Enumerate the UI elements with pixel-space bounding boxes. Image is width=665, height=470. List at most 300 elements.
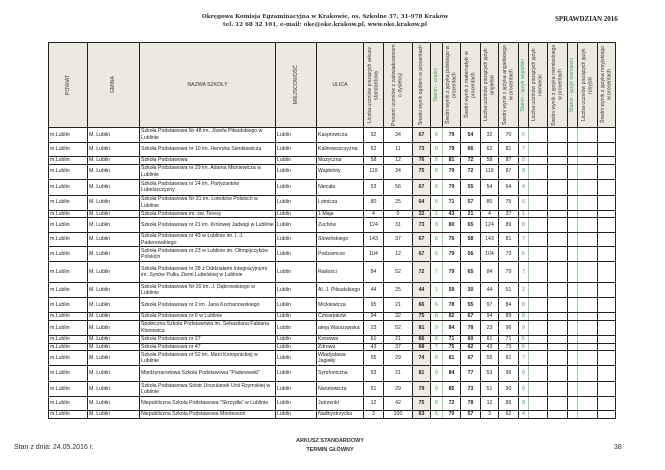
cell-gmina: M. Lublin: [88, 157, 140, 165]
table-row: [49, 218, 616, 233]
cell-stanin-german: [568, 247, 578, 262]
cell-street: Słowińskiego: [317, 233, 364, 247]
cell-english-avg: 81: [499, 351, 519, 366]
cell-gmina: M. Lublin: [88, 233, 140, 247]
cell-german-avg: [548, 411, 568, 419]
cell-gmina: M. Lublin: [88, 335, 140, 343]
cell-german-count: [529, 382, 548, 397]
cell-math-avg: 57: [461, 411, 481, 419]
cell-stanin-english: 7: [519, 233, 529, 247]
cell-math-avg: 56: [461, 247, 481, 262]
column-header-math-avg: [461, 43, 481, 128]
cell-locality: Lublin: [276, 366, 317, 382]
cell-school-name: Społeczna Szkoła Podstawowa im. Sebastiana Fabiana Klonowica: [140, 320, 276, 335]
cell-math-avg: 67: [461, 313, 481, 321]
column-header-students-count: [364, 43, 384, 128]
table-row: [49, 411, 616, 419]
cell-powiat: m.Lublin: [49, 366, 88, 382]
table-row: [49, 343, 616, 351]
cell-stanin-german: [568, 382, 578, 397]
cell-german-count: [529, 128, 548, 143]
cell-russian-count: [578, 382, 598, 397]
cell-students-count: 43: [364, 343, 384, 351]
cell-german-avg: [548, 218, 568, 233]
cell-polish-avg: 79: [443, 143, 461, 157]
cell-locality: Lublin: [276, 313, 317, 321]
cell-overall-avg: 32: [413, 210, 431, 218]
cell-stanin-overall: 6: [431, 128, 443, 143]
cell-stanin-english: 8: [519, 157, 529, 165]
cell-german-avg: [548, 351, 568, 366]
cell-russian-avg: [598, 262, 616, 283]
cell-stanin-german: [568, 313, 578, 321]
cell-english-avg: 90: [499, 382, 519, 397]
cell-english-avg: 87: [499, 164, 519, 179]
cell-dyslexia-percent: 21: [384, 298, 413, 313]
cell-stanin-overall: 8: [431, 164, 443, 179]
cell-german-avg: [548, 143, 568, 157]
cell-math-avg: 21: [461, 210, 481, 218]
cell-students-count: 143: [364, 233, 384, 247]
cell-german-avg: [548, 320, 568, 335]
cell-german-avg: [548, 397, 568, 411]
cell-math-avg: 72: [461, 164, 481, 179]
cell-stanin-english: 7: [519, 262, 529, 283]
cell-german-avg: [548, 283, 568, 298]
column-header-dyslexia-percent: [384, 43, 413, 128]
cell-students-count: 84: [364, 262, 384, 283]
cell-math-avg: 66: [461, 143, 481, 157]
cell-english-count: 94: [481, 313, 499, 321]
cell-russian-count: [578, 157, 598, 165]
cell-overall-avg: 44: [413, 283, 431, 298]
cell-stanin-german: [568, 128, 578, 143]
cell-math-avg: 57: [461, 195, 481, 210]
cell-english-avg: 62: [499, 411, 519, 419]
cell-english-avg: 73: [499, 343, 519, 351]
cell-polish-avg: 71: [443, 195, 461, 210]
column-header-overall-avg: [413, 43, 431, 128]
cell-english-avg: 89: [499, 397, 519, 411]
cell-russian-count: [578, 343, 598, 351]
cell-polish-avg: 76: [443, 233, 461, 247]
cell-stanin-german: [568, 343, 578, 351]
cell-dyslexia-percent: 37: [384, 233, 413, 247]
cell-students-count: 44: [364, 283, 384, 298]
column-header-english-avg: [499, 43, 519, 128]
cell-dyslexia-percent: 42: [384, 397, 413, 411]
cell-russian-count: [578, 195, 598, 210]
cell-school-name: Niepubliczna Szkoła Podstawowa "Skrzydła" w Lublinie: [140, 397, 276, 411]
cell-stanin-english: 7: [519, 143, 529, 157]
cell-english-count: 124: [481, 218, 499, 233]
cell-stanin-overall: 6: [431, 298, 443, 313]
cell-stanin-english: 9: [519, 320, 529, 335]
cell-russian-count: [578, 247, 598, 262]
cell-students-count: 55: [364, 351, 384, 366]
cell-stanin-overall: 7: [431, 262, 443, 283]
cell-school-name: Szkoła Podstawowa nr 27: [140, 335, 276, 343]
cell-powiat: m.Lublin: [49, 157, 88, 165]
cell-russian-avg: [598, 247, 616, 262]
cell-english-count: 54: [481, 179, 499, 195]
cell-russian-count: [578, 283, 598, 298]
cell-stanin-english: 6: [519, 247, 529, 262]
cell-polish-avg: 79: [443, 164, 461, 179]
cell-russian-count: [578, 320, 598, 335]
table-row: [49, 210, 616, 218]
cell-polish-avg: 43: [443, 210, 461, 218]
cell-english-count: 55: [481, 351, 499, 366]
cell-russian-count: [578, 179, 598, 195]
column-header-label: Liczba uczniów piszących arkusz standardowy: [366, 46, 380, 124]
table-row: [49, 233, 616, 247]
cell-overall-avg: 75: [413, 164, 431, 179]
cell-school-name: Międzynarodowa Szkoła Podstawowa "Paderewski": [140, 366, 276, 382]
cell-english-avg: 96: [499, 320, 519, 335]
cell-german-count: [529, 164, 548, 179]
cell-school-name: Szkoła Podstawowa nr 28 z Oddziałami Integracyjnymi im. Synów Pułku Ziemi Lubelskiej w Lublinie: [140, 262, 276, 283]
cell-english-avg: 89: [499, 313, 519, 321]
org-contact: tel. 12 68 32 101, e-mail: oke@oke.krakow.pl, www.oke.krakow.pl: [223, 22, 427, 28]
cell-locality: Lublin: [276, 262, 317, 283]
cell-school-name: Szkoła Podstawowa nr 6 w Lublinie: [140, 313, 276, 321]
cell-german-count: [529, 351, 548, 366]
table-row: [49, 195, 616, 210]
cell-russian-avg: [598, 320, 616, 335]
cell-math-avg: 30: [461, 283, 481, 298]
cell-english-count: 3: [481, 411, 499, 419]
cell-powiat: m.Lublin: [49, 298, 88, 313]
cell-german-avg: [548, 382, 568, 397]
column-header-russian-avg: [598, 43, 616, 128]
cell-gmina: M. Lublin: [88, 320, 140, 335]
cell-math-avg: 65: [461, 262, 481, 283]
cell-german-count: [529, 157, 548, 165]
cell-school-name: Szkoła Podstawowa nr 21 im. Królowej Jadwigi w Lublinie: [140, 218, 276, 233]
cell-dyslexia-percent: 12: [384, 157, 413, 165]
cell-gmina: M. Lublin: [88, 179, 140, 195]
cell-stanin-english: 6: [519, 195, 529, 210]
cell-gmina: M. Lublin: [88, 143, 140, 157]
cell-english-count: 80: [481, 195, 499, 210]
cell-powiat: m.Lublin: [49, 320, 88, 335]
cell-math-avg: 65: [461, 218, 481, 233]
cell-gmina: M. Lublin: [88, 313, 140, 321]
cell-gmina: M. Lublin: [88, 128, 140, 143]
cell-stanin-overall: 9: [431, 382, 443, 397]
cell-stanin-overall: 8: [431, 143, 443, 157]
cell-russian-avg: [598, 283, 616, 298]
cell-overall-avg: 64: [413, 195, 431, 210]
cell-students-count: 12: [364, 397, 384, 411]
cell-street: Symfoniczna: [317, 366, 364, 382]
cell-german-avg: [548, 164, 568, 179]
cell-students-count: 119: [364, 164, 384, 179]
cell-stanin-german: [568, 210, 578, 218]
cell-locality: Lublin: [276, 128, 317, 143]
cell-locality: Lublin: [276, 397, 317, 411]
column-header-gmina: [88, 43, 140, 128]
cell-german-count: [529, 411, 548, 419]
column-header-label: Stanin - części: [433, 68, 440, 102]
cell-students-count: 95: [364, 298, 384, 313]
cell-stanin-overall: 8: [431, 397, 443, 411]
column-header-english-count: [481, 43, 499, 128]
cell-dyslexia-percent: 37: [384, 343, 413, 351]
cell-russian-avg: [598, 397, 616, 411]
cell-locality: Lublin: [276, 179, 317, 195]
cell-stanin-german: [568, 195, 578, 210]
cell-gmina: M. Lublin: [88, 366, 140, 382]
cell-polish-avg: 84: [443, 320, 461, 335]
cell-school-name: Szkoła Podstawowa Nr 48 im. Józefa Piłsudskiego w Lublinie: [140, 128, 276, 143]
cell-students-count: 53: [364, 366, 384, 382]
cell-students-count: 4: [364, 210, 384, 218]
cell-stanin-overall: 1: [431, 283, 443, 298]
cell-stanin-overall: 7: [431, 343, 443, 351]
cell-street: Wajdeloty: [317, 164, 364, 179]
cell-overall-avg: 66: [413, 298, 431, 313]
cell-polish-avg: 81: [443, 157, 461, 165]
table-row: [49, 366, 616, 382]
cell-street: Władysława Jagiełły: [317, 351, 364, 366]
cell-gmina: M. Lublin: [88, 262, 140, 283]
cell-russian-avg: [598, 128, 616, 143]
column-header-label: Średni wynik ogółem w procentach: [418, 44, 425, 126]
cell-english-count: 58: [481, 157, 499, 165]
cell-stanin-german: [568, 262, 578, 283]
cell-stanin-overall: 8: [431, 313, 443, 321]
cell-german-count: [529, 313, 548, 321]
cell-russian-avg: [598, 164, 616, 179]
cell-students-count: 94: [364, 313, 384, 321]
cell-english-count: 104: [481, 247, 499, 262]
cell-english-count: 97: [481, 298, 499, 313]
cell-english-count: 32: [481, 128, 499, 143]
cell-math-avg: 60: [461, 335, 481, 343]
results-table: [48, 42, 616, 419]
cell-locality: Lublin: [276, 218, 317, 233]
cell-powiat: m.Lublin: [49, 382, 88, 397]
cell-overall-avg: 73: [413, 218, 431, 233]
cell-overall-avg: 75: [413, 397, 431, 411]
table-header-row: [49, 43, 616, 128]
cell-stanin-english: 1: [519, 210, 529, 218]
sheet-type: [270, 437, 390, 455]
cell-students-count: 32: [364, 128, 384, 143]
cell-russian-avg: [598, 218, 616, 233]
cell-polish-avg: 70: [443, 411, 461, 419]
cell-russian-avg: [598, 179, 616, 195]
cell-stanin-overall: 8: [431, 218, 443, 233]
table-row: [49, 179, 616, 195]
table-row: [49, 157, 616, 165]
column-header-label: Stanin - język angielski: [520, 58, 527, 112]
cell-russian-avg: [598, 366, 616, 382]
cell-gmina: M. Lublin: [88, 298, 140, 313]
cell-street: 1 Maja: [317, 210, 364, 218]
cell-german-count: [529, 397, 548, 411]
cell-german-count: [529, 343, 548, 351]
cell-stanin-english: 9: [519, 366, 529, 382]
cell-street: aleja Warszawska: [317, 320, 364, 335]
cell-powiat: m.Lublin: [49, 233, 88, 247]
cell-students-count: 51: [364, 382, 384, 397]
cell-polish-avg: 85: [443, 382, 461, 397]
cell-english-avg: 79: [499, 262, 519, 283]
cell-stanin-english: 7: [519, 351, 529, 366]
column-header-label: Średni wynik z języka rosyjskiego w procentach: [599, 46, 613, 124]
cell-powiat: m.Lublin: [49, 247, 88, 262]
cell-dyslexia-percent: 31: [384, 218, 413, 233]
cell-german-avg: [548, 335, 568, 343]
cell-locality: Lublin: [276, 335, 317, 343]
cell-gmina: M. Lublin: [88, 218, 140, 233]
cell-dyslexia-percent: 21: [384, 366, 413, 382]
cell-powiat: m.Lublin: [49, 128, 88, 143]
cell-german-count: [529, 320, 548, 335]
cell-english-count: 62: [481, 143, 499, 157]
cell-german-avg: [548, 262, 568, 283]
cell-locality: Lublin: [276, 143, 317, 157]
cell-polish-avg: 72: [443, 397, 461, 411]
cell-stanin-german: [568, 283, 578, 298]
cell-powiat: m.Lublin: [49, 397, 88, 411]
cell-math-avg: 72: [461, 157, 481, 165]
cell-german-count: [529, 262, 548, 283]
cell-german-count: [529, 247, 548, 262]
cell-stanin-german: [568, 411, 578, 419]
cell-powiat: m.Lublin: [49, 179, 88, 195]
sheet-type-line1: ARKUSZ STANDARDOWY: [295, 438, 365, 444]
cell-stanin-english: 8: [519, 298, 529, 313]
cell-powiat: m.Lublin: [49, 335, 88, 343]
cell-english-avg: 51: [499, 283, 519, 298]
cell-dyslexia-percent: 100: [384, 411, 413, 419]
cell-street: Jutrzenki: [317, 397, 364, 411]
cell-english-count: 4: [481, 210, 499, 218]
column-header-label: Średni wynik z matematyki w procentach: [463, 51, 477, 119]
cell-stanin-german: [568, 157, 578, 165]
cell-dyslexia-percent: 11: [384, 143, 413, 157]
cell-students-count: 104: [364, 247, 384, 262]
cell-stanin-german: [568, 351, 578, 366]
cell-english-avg: 84: [499, 298, 519, 313]
cell-russian-count: [578, 366, 598, 382]
cell-street: Mickiewicza: [317, 298, 364, 313]
cell-locality: Lublin: [276, 210, 317, 218]
cell-russian-count: [578, 218, 598, 233]
cell-powiat: m.Lublin: [49, 343, 88, 351]
table-row: [49, 298, 616, 313]
cell-russian-count: [578, 411, 598, 419]
cell-german-avg: [548, 247, 568, 262]
cell-stanin-english: 8: [519, 218, 529, 233]
column-header-stanin-overall: [431, 43, 443, 128]
cell-school-name: Szkoła Podstawowa: [140, 157, 276, 165]
organization-header: [200, 13, 450, 29]
cell-stanin-german: [568, 179, 578, 195]
table-row: [49, 313, 616, 321]
column-header-stanin-english: [519, 43, 529, 128]
cell-german-count: [529, 179, 548, 195]
cell-street: Nadbystrzycka: [317, 411, 364, 419]
cell-gmina: M. Lublin: [88, 343, 140, 351]
cell-polish-avg: 79: [443, 128, 461, 143]
cell-stanin-english: 9: [519, 382, 529, 397]
cell-stanin-german: [568, 366, 578, 382]
table-row: [49, 164, 616, 179]
cell-english-avg: 71: [499, 335, 519, 343]
cell-overall-avg: 75: [413, 313, 431, 321]
column-header-street: [317, 43, 364, 128]
cell-german-avg: [548, 195, 568, 210]
cell-math-avg: 62: [461, 343, 481, 351]
cell-dyslexia-percent: 25: [384, 195, 413, 210]
cell-english-count: 53: [481, 366, 499, 382]
cell-street: Czwartaków: [317, 313, 364, 321]
cell-dyslexia-percent: 56: [384, 179, 413, 195]
cell-street: Narutowicza: [317, 382, 364, 397]
cell-english-count: 119: [481, 164, 499, 179]
cell-street: Zdrowa: [317, 343, 364, 351]
table-row: [49, 247, 616, 262]
cell-street: Zuchów: [317, 218, 364, 233]
cell-stanin-english: 8: [519, 164, 529, 179]
cell-russian-avg: [598, 157, 616, 165]
cell-polish-avg: 71: [443, 335, 461, 343]
cell-school-name: Szkoła Podstawowa Nr 20 im. J. Dąbrowskiego w Lublinie: [140, 283, 276, 298]
cell-students-count: 3: [364, 411, 384, 419]
cell-math-avg: 55: [461, 298, 481, 313]
cell-polish-avg: 80: [443, 218, 461, 233]
cell-math-avg: 77: [461, 366, 481, 382]
cell-english-avg: 75: [499, 195, 519, 210]
table-row: [49, 335, 616, 343]
cell-students-count: 61: [364, 335, 384, 343]
cell-math-avg: 54: [461, 128, 481, 143]
cell-school-name: Szkoła Podstawowa nr 24 im. Partyzantów Lubelszczyzny: [140, 179, 276, 195]
cell-locality: Lublin: [276, 343, 317, 351]
cell-german-avg: [548, 343, 568, 351]
cell-locality: Lublin: [276, 320, 317, 335]
cell-locality: Lublin: [276, 298, 317, 313]
cell-school-name: Niepubliczna Szkoła Podstawowa Montessori: [140, 411, 276, 419]
cell-russian-count: [578, 351, 598, 366]
cell-stanin-overall: 8: [431, 351, 443, 366]
cell-german-avg: [548, 233, 568, 247]
column-header-label: Średni wynik z języka niemieckiego w procentach: [550, 44, 564, 126]
column-header-stanin-german: [568, 43, 578, 128]
cell-russian-avg: [598, 382, 616, 397]
cell-stanin-overall: 8: [431, 157, 443, 165]
cell-school-name: Szkoła Podstawowa nr 23 w Lublinie im. Olimpijczyków Polskich: [140, 247, 276, 262]
cell-stanin-german: [568, 298, 578, 313]
cell-stanin-german: [568, 164, 578, 179]
cell-overall-avg: 68: [413, 343, 431, 351]
cell-polish-avg: 79: [443, 179, 461, 195]
cell-street: Radości: [317, 262, 364, 283]
cell-overall-avg: 81: [413, 320, 431, 335]
cell-stanin-german: [568, 335, 578, 343]
cell-school-name: Szkoła Podstawowa Nr 31 im. Lotników Polskich w Lublinie: [140, 195, 276, 210]
cell-stanin-english: 5: [519, 335, 529, 343]
cell-russian-avg: [598, 411, 616, 419]
cell-dyslexia-percent: 0: [384, 210, 413, 218]
cell-russian-count: [578, 210, 598, 218]
cell-gmina: M. Lublin: [88, 210, 140, 218]
